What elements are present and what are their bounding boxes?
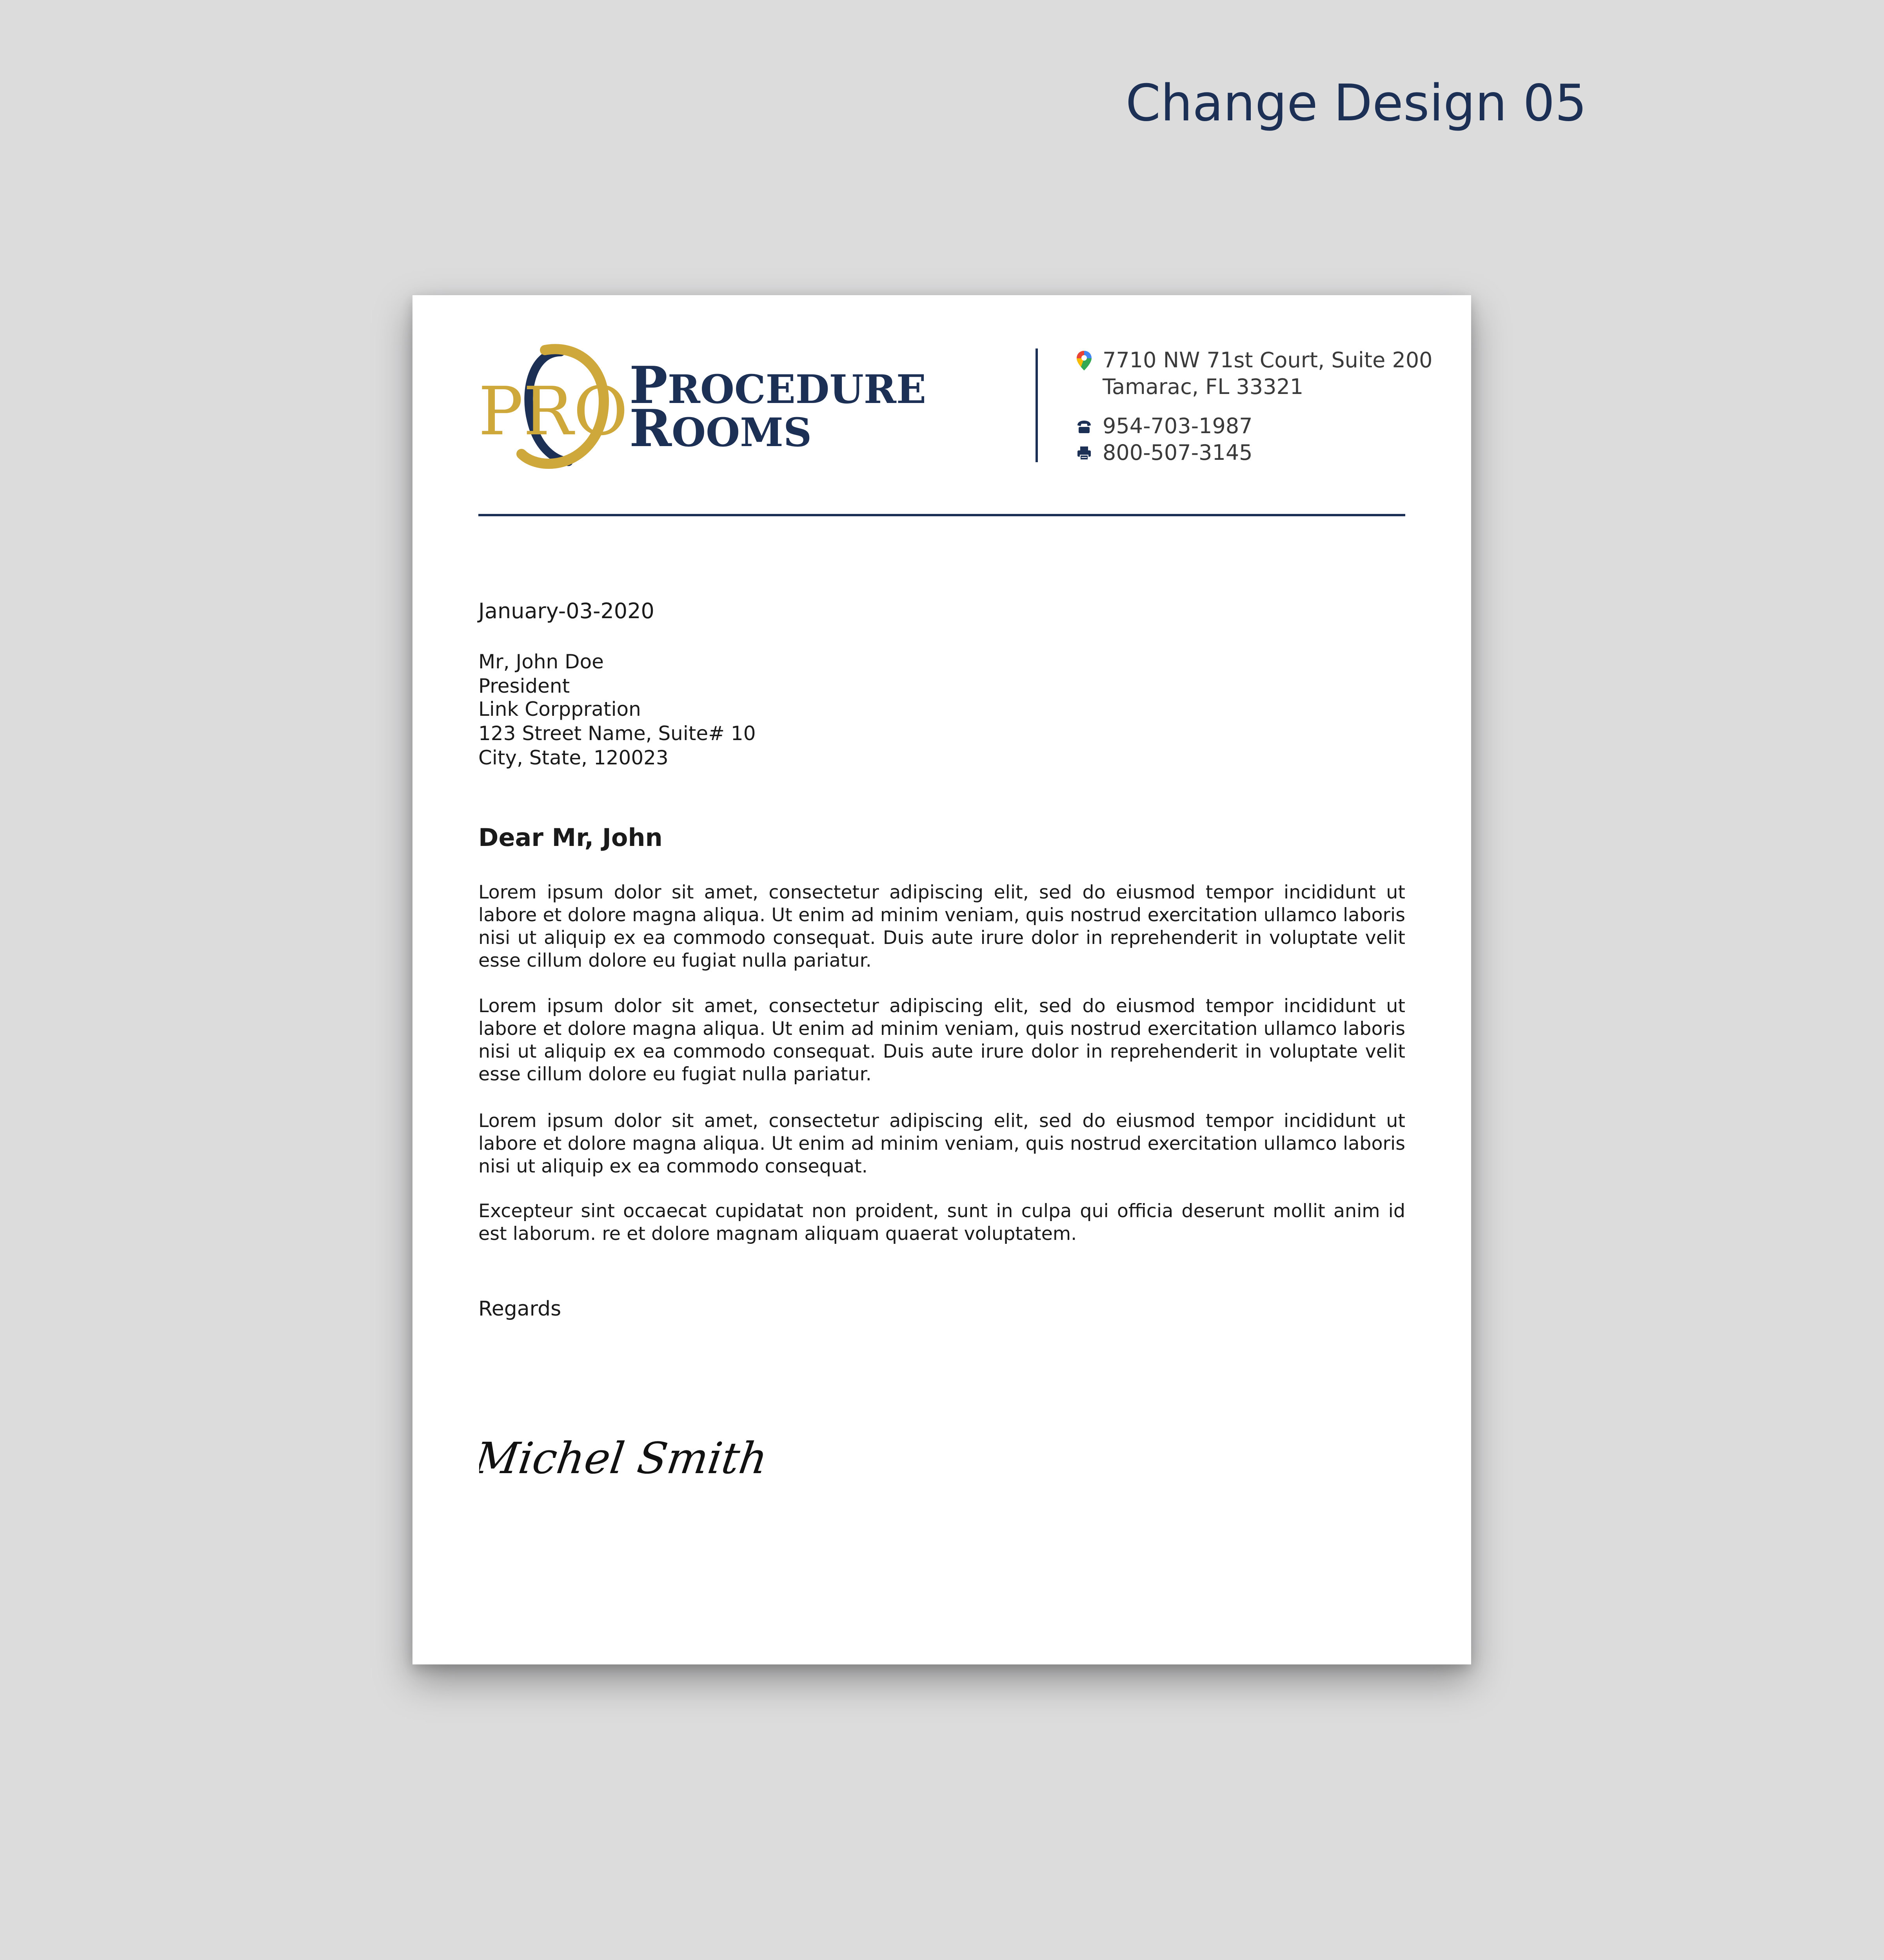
svg-text:PROCEDURE [629, 355, 926, 415]
phone-line [1075, 413, 1467, 439]
address-line-2-text: Tamarac, FL 33321 [1103, 374, 1304, 399]
fax-line [1075, 439, 1467, 466]
logo-mark-text: PRO [478, 373, 628, 450]
signature-text: Michel Smith [479, 1433, 771, 1484]
logo-line1-initial: P [629, 355, 668, 415]
phone-number: 954-703-1987 [1103, 414, 1253, 438]
fax-number: 800-507-3145 [1103, 440, 1253, 465]
header-divider [1036, 348, 1038, 462]
recipient-name: Mr, John Doe [478, 650, 604, 673]
contact-block [1075, 347, 1467, 466]
company-main [478, 697, 1405, 770]
paragraph-4: Excepteur sint occaecat cupidatat non proident, sunt in culpa qui officia deserunt mollit anim id est laborum. re et dolore magnam aliquam quaerat voluptatem. [478, 1200, 1405, 1245]
company-logo [478, 342, 949, 472]
company-name: Link Corppration [478, 698, 641, 720]
closing: Regards [478, 1297, 561, 1321]
logo-line1-rest: ROCEDURE [667, 366, 927, 412]
letterhead-sheet [412, 295, 1471, 1664]
recipient-title: President [478, 675, 570, 697]
address-line-2 [1075, 374, 1467, 400]
header-rule [478, 514, 1405, 516]
design-title: Change Design 05 [1125, 74, 1587, 132]
company-city: City, State, 120023 [478, 746, 669, 769]
letter-date: January-03-2020 [478, 599, 654, 623]
location-pin-icon [1075, 350, 1093, 371]
signature [479, 1428, 793, 1491]
logo-line2-initial: R [629, 398, 672, 458]
paragraph-2: Lorem ipsum dolor sit amet, consectetur adipiscing elit, sed do eiusmod tempor incididunt ut labore et dolore magna aliqua. Ut enim ad minim veniam, quis nostrud exercitation ullamco laboris nisi ut aliquip ex ea commodo consequat. Duis aute irure dolor in reprehenderit in voluptate velit esse cillum dolore eu fugiat nulla pariatur. [478, 995, 1405, 1085]
logo-line2-rest: OOMS [672, 409, 812, 456]
fax-icon [1075, 443, 1093, 464]
company-street: 123 Street Name, Suite# 10 [478, 722, 756, 745]
paragraph-3: Lorem ipsum dolor sit amet, consectetur adipiscing elit, sed do eiusmod tempor incididunt ut labore et dolore magna aliqua. Ut enim ad minim veniam, quis nostrud exercitation ullamco laboris nisi ut aliquip ex ea commodo consequat. [478, 1110, 1405, 1177]
address-line-1-text: 7710 NW 71st Court, Suite 200 [1103, 348, 1433, 372]
salutation: Dear Mr, John [478, 823, 663, 852]
recipient-block [478, 650, 1405, 698]
address-line-1 [1075, 347, 1467, 374]
phone-icon [1075, 416, 1093, 437]
paragraph-1: Lorem ipsum dolor sit amet, consectetur adipiscing elit, sed do eiusmod tempor incididunt ut labore et dolore magna aliqua. Ut enim ad minim veniam, quis nostrud exercitation ullamco laboris nisi ut aliquip ex ea commodo consequat. Duis aute irure dolor in reprehenderit in voluptate velit esse cillum dolore eu fugiat nulla pariatur. [478, 882, 1405, 971]
